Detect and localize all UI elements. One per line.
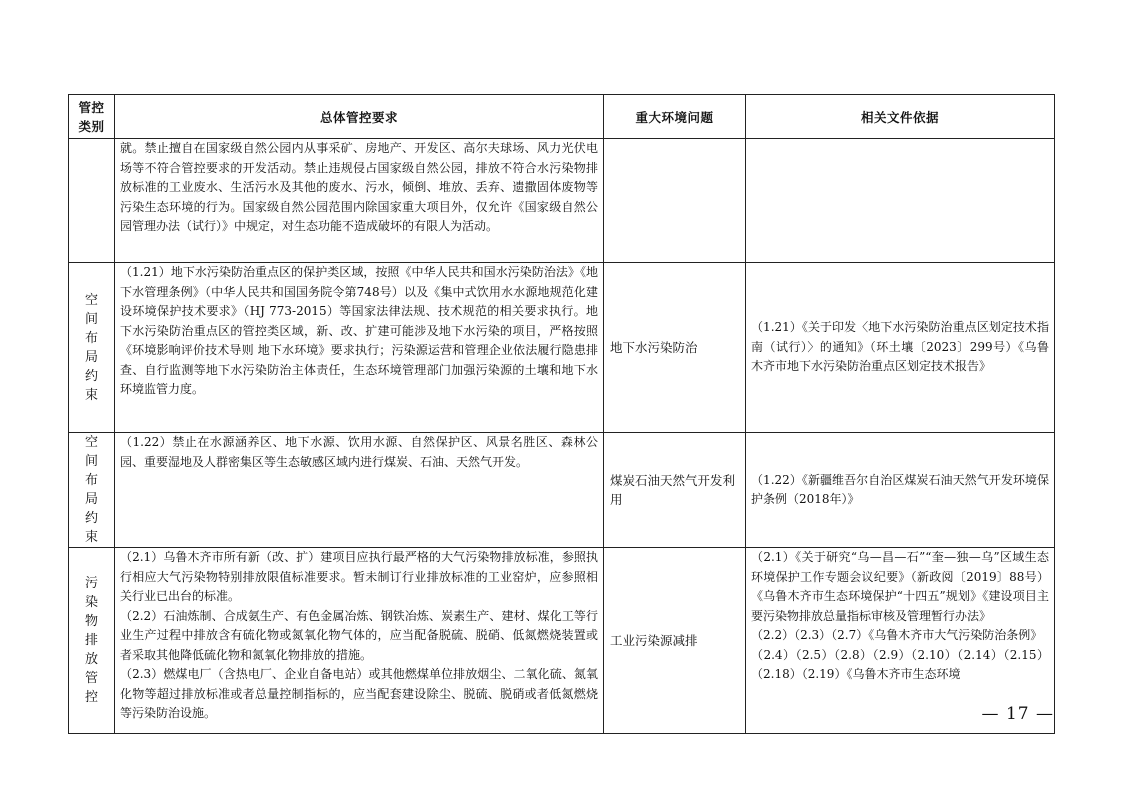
requirement-text: （1.21）地下水污染防治重点区的保护类区域，按照《中华人民共和国水污染防治法》《地下水管理条例》（中华人民共和国国务院令第748号）以及《集中式饮用水水源地规范化建设环境保护技术要求》（HJ 773-2015）等国家法律法规、技术规范的相关要求执行。地下水污染防治重点区的管控类区域，新、改、扩建可能涉及地下水污染的项目，严格按照《环境影响评价技术导则 地下水环境》要求执行；污染源运营和管理企业依法履行隐患排查、自行监测等地下水污染防治主体责任，生态环境管理部门加强污染源的土壤和地下水环境监管力度。 bbox=[120, 265, 598, 396]
file-reference: （2.1）《关于研究“乌—昌—石”“奎—独—乌”区域生态环境保护工作专题会议纪要》（新政阅〔2019〕88号）《乌鲁木齐市生态环境保护“十四五”规划》《建设项目主要污染物排放总量指标审核及管理暂行办法》 bbox=[751, 550, 1049, 623]
row-category: 污染物排放管控 bbox=[69, 548, 115, 734]
row-category: 空间布局约束 bbox=[69, 263, 115, 433]
header-issue: 重大环境问题 bbox=[604, 95, 746, 139]
row-category bbox=[69, 139, 115, 263]
row-issue: 工业污染源减排 bbox=[604, 548, 746, 734]
header-category: 管控类别 bbox=[69, 95, 115, 139]
file-reference: （2.4）（2.5）（2.8）（2.9）（2.10）（2.14）（2.15）（2.18）（2.19）《乌鲁木齐市生态环境 bbox=[751, 647, 1049, 681]
header-files: 相关文件依据 bbox=[746, 95, 1055, 139]
requirement-text: （2.2）石油炼制、合成氨生产、有色金属冶炼、钢铁冶炼、炭素生产、建材、煤化工等行业生产过程中排放含有硫化物或氮氧化物气体的，应当配备脱硫、脱硝、低氮燃烧装置或者采取其他降低硫化物和氮氧化物排放的措施。 bbox=[120, 608, 598, 662]
page-number: — 17 — bbox=[981, 704, 1054, 724]
row-requirements bbox=[115, 433, 604, 548]
row-category: 空间布局约束 bbox=[69, 433, 115, 548]
requirement-text: （2.1）乌鲁木齐市所有新（改、扩）建项目应执行最严格的大气污染物排放标准，参照执行相应大气污染物特别排放限值标准要求。暂未制订行业排放标准的工业窑炉，应参照相关行业已出台的标准。 bbox=[120, 550, 598, 603]
row-files: （1.22）《新疆维吾尔自治区煤炭石油天然气开发环境保护条例（2018年）》 bbox=[746, 433, 1055, 548]
requirements-table bbox=[68, 94, 1055, 734]
table-row bbox=[69, 433, 1055, 548]
table-header-row bbox=[69, 95, 1055, 139]
row-requirements bbox=[115, 548, 604, 734]
file-reference: （2.2）（2.3）（2.7）《乌鲁木齐市大气污染防治条例》 bbox=[751, 628, 1043, 642]
row-issue: 地下水污染防治 bbox=[604, 263, 746, 433]
header-requirements: 总体管控要求 bbox=[115, 95, 604, 139]
row-files: （1.21）《关于印发〈地下水污染防治重点区划定技术指南（试行）〉的通知》（环土壤〔2023〕299号）《乌鲁木齐市地下水污染防治重点区划定技术报告》 bbox=[746, 263, 1055, 433]
table-row bbox=[69, 139, 1055, 263]
requirement-text: （1.22）禁止在水源涵养区、地下水源、饮用水源、自然保护区、风景名胜区、森林公园、重要湿地及人群密集区等生态敏感区域内进行煤炭、石油、天然气开发。 bbox=[120, 435, 598, 469]
table-row bbox=[69, 548, 1055, 734]
row-issue: 煤炭石油天然气开发利用 bbox=[604, 433, 746, 548]
table-row bbox=[69, 263, 1055, 433]
row-issue bbox=[604, 139, 746, 263]
requirement-text: 就。禁止擅自在国家级自然公园内从事采矿、房地产、开发区、高尔夫球场、风力光伏电场等不符合管控要求的开发活动。禁止违规侵占国家级自然公园，排放不符合水污染物排放标准的工业废水、生活污水及其他的废水、污水，倾倒、堆放、丢弃、遗撒固体废物等污染生态环境的行为。国家级自然公园范围内除国家重大项目外，仅允许《国家级自然公园管理办法（试行）》中规定，对生态功能不造成破坏的有限人为活动。 bbox=[120, 141, 598, 233]
row-files bbox=[746, 139, 1055, 263]
row-requirements bbox=[115, 139, 604, 263]
row-requirements bbox=[115, 263, 604, 433]
requirement-text: （2.3）燃煤电厂（含热电厂、企业自备电站）或其他燃煤单位排放烟尘、二氧化硫、氮氧化物等超过排放标准或者总量控制指标的，应当配套建设除尘、脱硫、脱硝或者低氮燃烧等污染防治设施。 bbox=[120, 667, 598, 720]
